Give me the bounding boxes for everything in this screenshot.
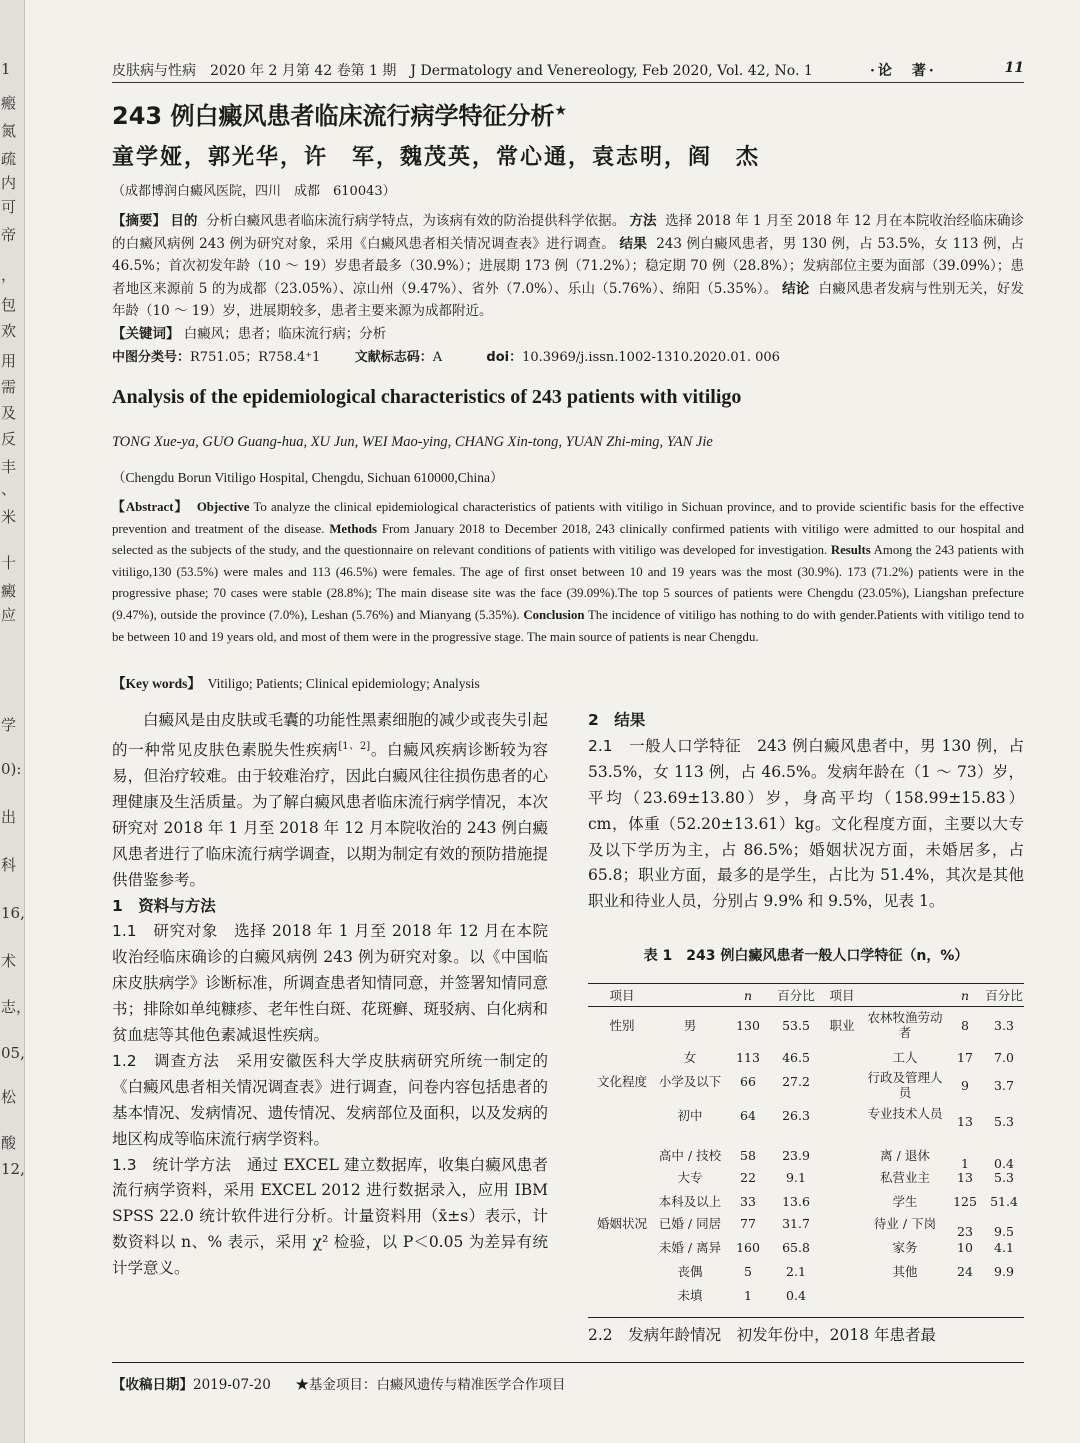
- table-cell-n: 125: [953, 1194, 977, 1209]
- section-1-2: [112, 1049, 548, 1153]
- section-1-1-heading: 1.1 研究对象: [112, 922, 219, 941]
- table-item-label: 其他: [892, 1264, 918, 1279]
- doi-label: doi：: [486, 350, 523, 365]
- table-cell-percent: 51.4: [990, 1194, 1018, 1209]
- fund-label: ★基金项目：: [295, 1377, 377, 1393]
- table-cell-percent: 3.7: [994, 1078, 1014, 1093]
- methods-en-text: From January 2018 to December 2018, 243 clinically confirmed patients with vitiligo were admitted to our hospital and selected as the subjects of the study, and the questionnaire on relevant conditions of patients with vitiligo was developed for investigation.: [112, 521, 1024, 558]
- table-cell-n: 1: [744, 1288, 752, 1303]
- gutter-glyph: 癜: [1, 582, 17, 600]
- results-label: 结果: [619, 235, 648, 252]
- results-en-label: Results: [830, 543, 871, 558]
- gutter-glyph: 欢: [1, 322, 17, 340]
- table-cell-percent: 9.5: [994, 1224, 1014, 1239]
- table-cell-n: 24: [957, 1264, 973, 1279]
- table-cell-n: 66: [740, 1074, 756, 1089]
- table-cell-percent: 5.3: [994, 1114, 1014, 1129]
- intro-text-rest: 。白癜风疾病诊断较为容易，但治疗较难。由于较难治疗，因此白癜风往往损伤患者的心理健康及生活质量。为了解白癜风患者临床流行病学情况，本次研究对 2018 年 1 月至 2018 年 12 月本院收治的 243 例白癜风患者进行了临床流行病学调查，以期为制定有效的预防措施提供借鉴参考。: [112, 741, 548, 889]
- section-1-3: [112, 1153, 548, 1283]
- section-2-2: 2.2 发病年龄情况 初发年份中，2018 年患者最: [588, 1326, 937, 1344]
- gutter-glyph: 用: [1, 352, 17, 370]
- table-item-label: 离 / 退休: [880, 1148, 930, 1163]
- table-cell-n: 58: [740, 1148, 756, 1163]
- keywords-chinese: [112, 322, 386, 342]
- keywords-english: [112, 672, 480, 692]
- methods-en-label: Methods: [329, 521, 377, 536]
- table-cell-percent: 9.1: [786, 1170, 806, 1185]
- table-1: [588, 983, 1024, 1318]
- section-1-3-heading: 1.3 统计学方法: [112, 1155, 232, 1174]
- table-cell-percent: 65.8: [782, 1240, 810, 1255]
- table-cell-n: 33: [740, 1194, 756, 1209]
- affiliation-chinese: （成都博润白癜风医院，四川 成都 610043）: [112, 184, 396, 199]
- table-header-row: [588, 984, 1024, 1007]
- table-cell-percent: 5.3: [994, 1170, 1014, 1185]
- table-header-cell: n: [743, 988, 753, 1003]
- clc-label: 中图分类号：: [112, 350, 191, 365]
- table-header-cell: 项目: [609, 988, 635, 1003]
- received-label: 【收稿日期】: [112, 1377, 193, 1393]
- intro-text: 白癜风是由皮肤或毛囊的功能性黑素细胞的减少或丧失引起的一种常见皮肤色素脱失性疾病: [112, 711, 548, 760]
- running-head: [112, 60, 1024, 83]
- table-item-label: 未填: [677, 1288, 703, 1303]
- table-cell-n: 5: [744, 1264, 752, 1279]
- table-item-label: 农林牧渔劳动者: [867, 1010, 943, 1040]
- table-item-label: 专业技术人员: [867, 1106, 943, 1121]
- gutter-glyph: 科: [1, 856, 17, 874]
- gutter-glyph: 酸: [1, 1134, 17, 1152]
- methods-text: 选择 2018 年 1 月至 2018 年 12 月在本院收治经临床确诊的白癜风病例 243 例为研究对象，采用《白癜风患者相关情况调查表》进行调查。: [112, 213, 1025, 252]
- table-item-label: 私营业主: [879, 1170, 930, 1185]
- page-number: 11: [1004, 60, 1024, 76]
- table-cell-n: 9: [961, 1078, 969, 1093]
- conclusion-text: 白癜风患者发病与性别无关，好发年龄（10 ～ 19）岁，进展期较多，患者主要来源为成都附近。: [112, 280, 1025, 319]
- gutter-glyph: 术: [1, 952, 17, 970]
- gutter-glyph: 0):: [1, 760, 22, 778]
- table-item-label: 本科及以上: [658, 1194, 722, 1209]
- table-item-label: 男: [683, 1018, 697, 1033]
- title-chinese: 243 例白癜风患者临床流行病学特征分析★: [112, 102, 568, 130]
- gutter-glyph: 氮: [1, 122, 17, 140]
- gutter-glyph: 米: [1, 508, 17, 526]
- table-cell-n: 1: [961, 1156, 969, 1171]
- objective-en-text: To analyze the clinical epidemiological characteristics of patients with vitiligo in Sichuan province, and to provide scientific basis for the effective prevention and treatment of the disease.: [112, 500, 1024, 536]
- gutter-glyph: 需: [1, 378, 17, 396]
- table-group-label: 性别: [609, 1018, 635, 1033]
- section-1-2-heading: 1.2 调查方法: [112, 1051, 220, 1070]
- gutter-glyph: 12,: [1, 1160, 25, 1178]
- section-1-heading: 1 资料与方法: [112, 896, 216, 915]
- clc-code: R751.05；R758.4⁺1: [190, 350, 321, 365]
- title-star: ★: [554, 103, 568, 119]
- table-cell-percent: 53.5: [782, 1018, 810, 1033]
- gutter-glyph: 、: [1, 480, 17, 498]
- table-item-label: 已婚 / 同居: [658, 1216, 722, 1231]
- gutter-glyph: 学: [1, 716, 17, 734]
- table-cell-percent: 46.5: [782, 1050, 810, 1065]
- table-item-label: 丧偶: [677, 1264, 703, 1279]
- gutter-glyph: 瘢: [1, 94, 17, 112]
- table-cell-n: 64: [740, 1108, 756, 1123]
- section-label: ·论 著·: [870, 63, 937, 79]
- table-item-label: 女: [683, 1050, 697, 1065]
- gutter-glyph: 及: [1, 404, 17, 422]
- objective-label: 目的: [170, 213, 198, 229]
- gutter-glyph: 05,: [1, 1044, 25, 1062]
- table-cell-percent: 3.3: [994, 1018, 1014, 1033]
- table-item-label: 待业 / 下岗: [873, 1216, 937, 1231]
- keywords-en-text: Vitiligo; Patients; Clinical epidemiology; Analysis: [207, 676, 480, 691]
- binding-gutter: [0, 0, 32, 1443]
- table-item-label: 行政及管理人员: [867, 1070, 943, 1100]
- objective-en-label: Objective: [196, 500, 250, 514]
- gutter-glyph: 松: [1, 1088, 17, 1106]
- doc-code: A: [432, 350, 443, 365]
- gutter-glyph: 16,: [1, 904, 25, 922]
- gutter-glyph: 1: [1, 60, 11, 78]
- table-cell-percent: 23.9: [782, 1148, 810, 1163]
- gutter-glyph: 可: [1, 198, 17, 216]
- table-header-cell: 项目: [829, 988, 855, 1003]
- methods-label: 方法: [629, 213, 657, 229]
- gutter-glyph: 志，: [1, 998, 32, 1016]
- section-2-1-heading: 2.1 一般人口学特征: [588, 736, 742, 755]
- table-cell-n: 23: [957, 1224, 973, 1239]
- results-en-text: Among the 243 patients with vitiligo,130 (53.5%) were males and 113 (46.5%) were females. The age of first onset between 10 and 19 years was the most (30.9%). 173 (71.2%) patients were in the progressive phase; 70 cases were stable (28.8%); The main disease site was the face (39.09%).The top 5 sources of patients were Chengdu (23.05%), Liangshan prefecture (9.47%), outside the province (7.0%), Leshan (5.76%) and Mianyang (5.35%).: [112, 543, 1024, 622]
- table-cell-percent: 27.2: [782, 1074, 810, 1089]
- gutter-glyph: 出: [1, 808, 17, 826]
- table-group-label: 文化程度: [596, 1074, 647, 1089]
- fund-text: 白癜风遗传与精准医学合作项目: [376, 1377, 566, 1393]
- gutter-glyph: 丰: [1, 458, 17, 476]
- abstract-label: 【摘要】: [112, 213, 167, 229]
- table-item-label: 学生: [892, 1194, 918, 1209]
- table-cell-percent: 31.7: [782, 1216, 810, 1231]
- table-item-label: 大专: [677, 1170, 703, 1185]
- table-cell-n: 77: [740, 1216, 756, 1231]
- table-cell-n: 17: [957, 1050, 973, 1065]
- footnote: [112, 1362, 1024, 1393]
- intro-reference: [1、2]: [338, 740, 371, 752]
- authors-english: TONG Xue-ya, GUO Guang-hua, XU Jun, WEI Mao-ying, CHANG Xin-tong, YUAN Zhi-ming, YAN Jie: [112, 434, 713, 450]
- table-cell-n: 10: [957, 1240, 973, 1255]
- table-cell-percent: 0.4: [786, 1288, 806, 1303]
- intro-paragraph: [112, 708, 548, 894]
- received-date: 2019-07-20: [193, 1377, 271, 1393]
- table-item-label: 初中: [677, 1108, 703, 1123]
- objective-text: 分析白癜风患者临床流行病学特点，为该病有效的防治提供科学依据。: [206, 213, 626, 229]
- table-1-caption: 表 1 243 例白癜风患者一般人口学特征（n，%）: [643, 948, 969, 964]
- table-cell-percent: 4.1: [994, 1240, 1014, 1255]
- table-cell-n: 13: [957, 1114, 973, 1129]
- section-2-heading: 2 结果: [588, 711, 646, 729]
- table-cell-n: 130: [736, 1018, 760, 1033]
- table-cell-percent: 2.1: [786, 1264, 806, 1279]
- gutter-glyph: 应: [1, 606, 17, 624]
- table-item-label: 未婚 / 离异: [658, 1240, 722, 1255]
- gutter-glyph: 包: [1, 296, 17, 314]
- keywords-en-label: 【Key words】: [112, 676, 201, 691]
- doc-code-label: 文献标志码：: [354, 350, 433, 365]
- journal-citation: 皮肤病与性病 2020 年 2 月第 42 卷第 1 期 J Dermatology and Venereology, Feb 2020, Vol. 42, No. 1: [112, 63, 813, 79]
- gutter-glyph: 反: [1, 430, 17, 448]
- abstract-chinese: [112, 210, 1024, 323]
- gutter-glyph: ，: [1, 266, 17, 284]
- table-cell-n: 8: [961, 1018, 969, 1033]
- gutter-glyph: 帝: [1, 226, 17, 244]
- authors-chinese: 童学娅，郭光华，许 军，魏茂英，常心通，袁志明，阎 杰: [112, 144, 761, 170]
- section-1-3-text: 通过 EXCEL 建立数据库，收集白癜风患者流行病学资料，采用 EXCEL 2012 进行数据录入，应用 IBM SPSS 22.0 统计软件进行分析。计量资料用（x̄±s）表示，计数资料以 n、% 表示，采用 χ² 检验，以 P＜0.05 为差异有统计学意义。: [112, 1155, 548, 1278]
- table-cell-percent: 26.3: [782, 1108, 810, 1123]
- keywords-text: 白癜风；患者；临床流行病；分析: [183, 326, 387, 342]
- table-cell-percent: 7.0: [994, 1050, 1014, 1065]
- section-2-1: [588, 734, 1024, 915]
- section-1-2-text: 采用安徽医科大学皮肤病研究所统一制定的《白癜风患者相关情况调查表》进行调查，问卷内容包括患者的基本情况、发病情况、遗传情况、发病部位及面积，以及发病的地区构成等临床流行病学资料。: [112, 1051, 548, 1148]
- section-1-1-text: 选择 2018 年 1 月至 2018 年 12 月在本院收治经临床确诊的白癜风病例 243 例为研究对象。以《中国临床皮肤病学》诊断标准，所调查患者知情同意，并签署知情同意书；排除如单纯糠疹、老年性白斑、花斑癣、斑驳病、白化病和贫血痣等其他色素减退性疾病。: [112, 922, 548, 1045]
- table-cell-percent: 0.4: [994, 1156, 1014, 1171]
- gutter-glyph: 十: [1, 554, 17, 572]
- table-header-cell: 百分比: [985, 988, 1023, 1003]
- table-item-label: 家务: [892, 1240, 918, 1255]
- abstract-english: [112, 497, 1024, 648]
- table-cell-n: 22: [740, 1170, 756, 1185]
- title-english: Analysis of the epidemiological characteristics of 243 patients with vitiligo: [112, 386, 742, 408]
- table-item-label: 工人: [892, 1050, 918, 1065]
- table-cell-percent: 13.6: [782, 1194, 810, 1209]
- table-group-label: 职业: [829, 1018, 855, 1033]
- doi-value: 10.3969/j.issn.1002-1310.2020.01. 006: [522, 350, 780, 365]
- keywords-label: 【关键词】: [112, 326, 180, 342]
- section-2-1-text: 243 例白癜风患者中，男 130 例，占 53.5%，女 113 例，占 46.5%。发病年龄在（1 ～ 73）岁，平均（23.69±13.80）岁，身高平均（158.99±15.83）cm，体重（52.20±13.61）kg。文化程度方面，主要以大专及以下学历为主，占 86.5%；婚姻状况方面，未婚居多，占 65.8；职业方面，最多的是学生，占比为 51.4%，其次是其他职业和待业人员，分别占 9.9% 和 9.5%，见表 1。: [588, 736, 1024, 911]
- classification-line: [112, 346, 1024, 365]
- table-item-label: 小学及以下: [658, 1074, 722, 1089]
- conclusion-en-text: The incidence of vitiligo has nothing to do with gender.Patients with vitiligo tend to be between 10 and 19 years old, and most of them were in the progressive stage. The main source of patients is near Chengdu.: [112, 607, 1024, 644]
- table-cell-n: 113: [736, 1050, 760, 1065]
- gutter-glyph: 内: [1, 174, 17, 192]
- section-1-1: [112, 919, 548, 1049]
- abstract-en-label: 【Abstract】: [112, 500, 189, 514]
- table-cell-percent: 9.9: [994, 1264, 1014, 1279]
- results-text: 243 例白癜风患者，男 130 例，占 53.5%，女 113 例，占 46.5%；首次初发年龄（10 ～ 19）岁患者最多（30.9%）；进展期 173 例（71.2%）；稳定期 70 例（28.8%）；发病部位主要为面部（39.09%）；患者地区来源前 5 的为成都（23.05%）、凉山州（9.47%）、省外（7.0%）、乐山（5.76%）、绵阳（5.35%）。: [112, 235, 1025, 297]
- conclusion-en-label: Conclusion: [523, 607, 585, 622]
- table-item-label: 高中 / 技校: [658, 1148, 722, 1163]
- table-header-cell: n: [960, 988, 970, 1003]
- table-cell-n: 13: [957, 1170, 973, 1185]
- table-header-cell: 百分比: [777, 988, 815, 1003]
- table-group-label: 婚姻状况: [596, 1216, 647, 1231]
- body-right-column: [588, 708, 1024, 915]
- affiliation-english: （Chengdu Borun Vitiligo Hospital, Chengdu, Sichuan 610000,China）: [112, 470, 504, 485]
- conclusion-label: 结论: [782, 280, 810, 297]
- table-cell-n: 160: [736, 1240, 760, 1255]
- gutter-glyph: 疏: [1, 150, 17, 168]
- body-left-column: [112, 708, 548, 1282]
